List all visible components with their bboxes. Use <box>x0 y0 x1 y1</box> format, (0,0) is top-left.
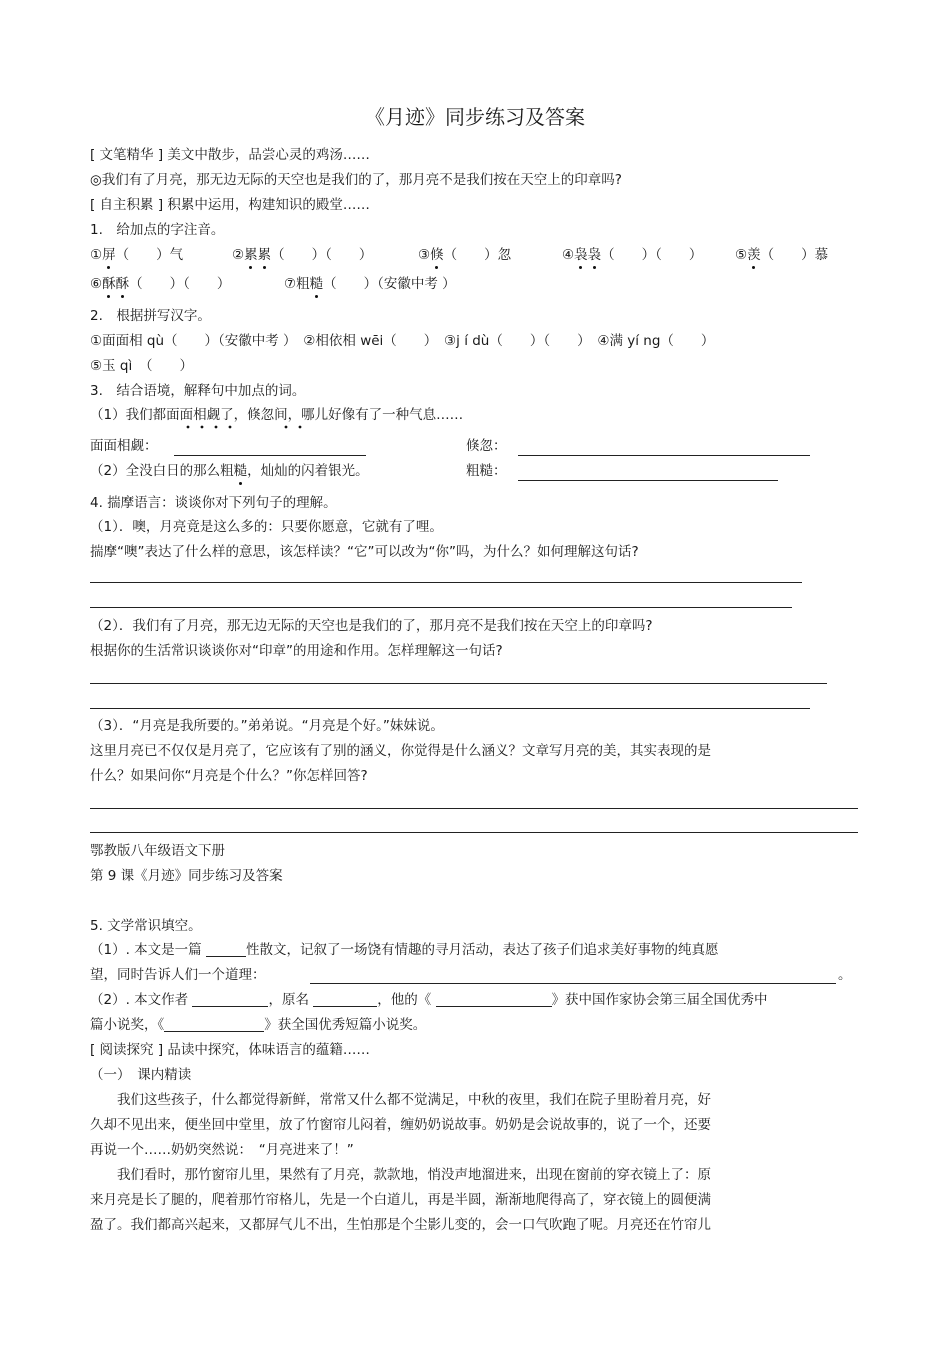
section-header-yuedu: [ 阅读探究 ] 品读中探究，体味语言的蕴籍…… <box>90 1042 370 1058</box>
q1-item-3: ③倏（ ）忽 <box>418 247 512 263</box>
q4-passage-1: （1）．噢，月亮竟是这么多的：只要你愿意，它就有了哩。 <box>90 519 443 535</box>
q5-line-2-end: 。 <box>838 967 852 983</box>
blank-short-story[interactable] <box>164 1017 264 1032</box>
q1-item-2: ②累累（ ）（ ） <box>232 247 373 263</box>
q1-label: 1. 给加点的字注音。 <box>90 222 225 238</box>
q5-line-2: 望，同时告诉人们一个道理： <box>90 967 266 983</box>
q1-item-6: ⑥酥酥（ ）（ ） <box>90 276 231 292</box>
q4-question-3b: 什么？如果问你“月亮是个什么？”你怎样回答? <box>90 768 368 784</box>
q3-sentence-1: （1）我们都面面相觑了，倏忽间，哪儿好像有了一种气息…… <box>90 407 464 423</box>
q4-question-3a: 这里月亮已不仅仅是月亮了，它应该有了别的涵义，你觉得是什么涵义？文章写月亮的美，其实表现的是 <box>90 743 711 759</box>
q1-item-4: ④袅袅（ ）（ ） <box>562 247 703 263</box>
q3-sentence-2: （2）全没白日的那么粗糙，灿灿的闪着银光。 <box>90 463 369 479</box>
section-header-zizhu: [ 自主积累 ] 积累中运用，构建知识的殿堂…… <box>90 197 370 213</box>
q2-row-2: ⑤玉 qì （ ） <box>90 358 193 374</box>
para2-line-3: 盈了。我们都高兴起来，又都屏气儿不出，生怕那是个尘影儿变的，会一口气吹跑了呢。月亮还在竹帘儿 <box>90 1217 711 1233</box>
lesson-title: 第 9 课《月迹》同步练习及答案 <box>90 868 283 884</box>
q4-question-1: 揣摩“噢”表达了什么样的意思，该怎样读？“它”可以改为“你”吗，为什么？如何理解这句话? <box>90 544 639 560</box>
subsection-kenei: （一） 课内精读 <box>90 1067 192 1083</box>
q5-line-3: （2）. 本文作者 ，原名 ，他的《 》获中国作家协会第三届全国优秀中 <box>90 992 768 1008</box>
q5-label: 5. 文学常识填空。 <box>90 918 202 934</box>
q2-row-1: ①面面相 qù（ ）（安徽中考 ） ②相依相 wēi（ ） ③j í dù（ ）（ ） ④满 yí ng（ ） <box>90 333 715 349</box>
q5-line-4: 篇小说奖，《 》获全国优秀短篇小说奖。 <box>90 1017 427 1033</box>
page-title: 《月迹》同步练习及答案 <box>365 105 585 129</box>
para1-line-2: 久却不见出来，便坐回中堂里，放了竹窗帘儿闷着，缠奶奶说故事。奶奶是会说故事的，说了一个，还要 <box>90 1117 711 1133</box>
para1-line-1: 我们这些孩子，什么都觉得新鲜，常常又什么都不觉满足，中秋的夜里，我们在院子里盼着月亮，好 <box>90 1092 711 1108</box>
q4-passage-2: （2）．我们有了月亮，那无边无际的天空也是我们的了，那月亮不是我们按在天空上的印章吗? <box>90 618 653 634</box>
q5-line-1: （1）. 本文是一篇 性散文，记叙了一场饶有情趣的寻月活动，表达了孩子们追求美好事物的纯真愿 <box>90 942 719 958</box>
blank-novella[interactable] <box>436 992 552 1007</box>
answer-line-q4-1a[interactable] <box>90 582 802 583</box>
blank-genre[interactable] <box>206 942 246 957</box>
term-label-shuhu: 倏忽： <box>466 438 507 454</box>
q4-passage-3: （3）．“月亮是我所要的。”弟弟说。“月亮是个好。”妹妹说。 <box>90 718 444 734</box>
section-header-wenbi: [ 文笔精华 ] 美文中散步，品尝心灵的鸡汤…… <box>90 147 370 163</box>
answer-line-q4-1b[interactable] <box>90 607 792 608</box>
answer-line-cucao[interactable] <box>518 480 778 481</box>
q1-item-7: ⑦粗糙（ ）（安徽中考 ） <box>284 276 456 292</box>
blank-truth[interactable] <box>310 983 836 984</box>
blank-original-name[interactable] <box>313 992 377 1007</box>
answer-line-q4-3a[interactable] <box>90 808 858 809</box>
book-title: 鄂教版八年级语文下册 <box>90 843 225 859</box>
para1-line-3: 再说一个……奶奶突然说： “月亮进来了！” <box>90 1142 354 1158</box>
dotted-word-shuhu: 倏忽 <box>247 407 275 423</box>
answer-line-mianmianxiangqu[interactable] <box>174 455 366 456</box>
dotted-word-mianmianxiangqu: 面面相觑 <box>166 407 221 423</box>
answer-line-q4-3b[interactable] <box>90 832 858 833</box>
q3-label: 3. 结合语境，解释句中加点的词。 <box>90 383 306 399</box>
blank-author[interactable] <box>192 992 268 1007</box>
para2-line-1: 我们看时，那竹窗帘儿里，果然有了月亮，款款地，悄没声地溜进来，出现在窗前的穿衣镜上了：原 <box>90 1167 711 1183</box>
q1-item-1: ①屏（ ）气 <box>90 247 184 263</box>
answer-line-q4-2b[interactable] <box>90 708 810 709</box>
q4-question-2: 根据你的生活常识谈谈你对“印章”的用途和作用。怎样理解这一句话? <box>90 643 503 659</box>
answer-line-q4-2a[interactable] <box>90 683 827 684</box>
q2-label: 2. 根据拼写汉字。 <box>90 308 211 324</box>
term-label-cucao: 粗糙： <box>466 463 507 479</box>
term-label-mianmianxiangqu: 面面相觑： <box>90 438 158 454</box>
q4-label: 4. 揣摩语言：谈谈你对下列句子的理解。 <box>90 495 337 511</box>
answer-line-shuhu[interactable] <box>518 455 810 456</box>
para2-line-2: 来月亮是长了腿的，爬着那竹帘格儿，先是一个白道儿，再是半圆，渐渐地爬得高了，穿衣镜上的圆便满 <box>90 1192 711 1208</box>
quote-line: ◎我们有了月亮，那无边无际的天空也是我们的了，那月亮不是我们按在天空上的印章吗? <box>90 172 622 188</box>
q1-item-5: ⑤羡（ ）慕 <box>735 247 829 263</box>
